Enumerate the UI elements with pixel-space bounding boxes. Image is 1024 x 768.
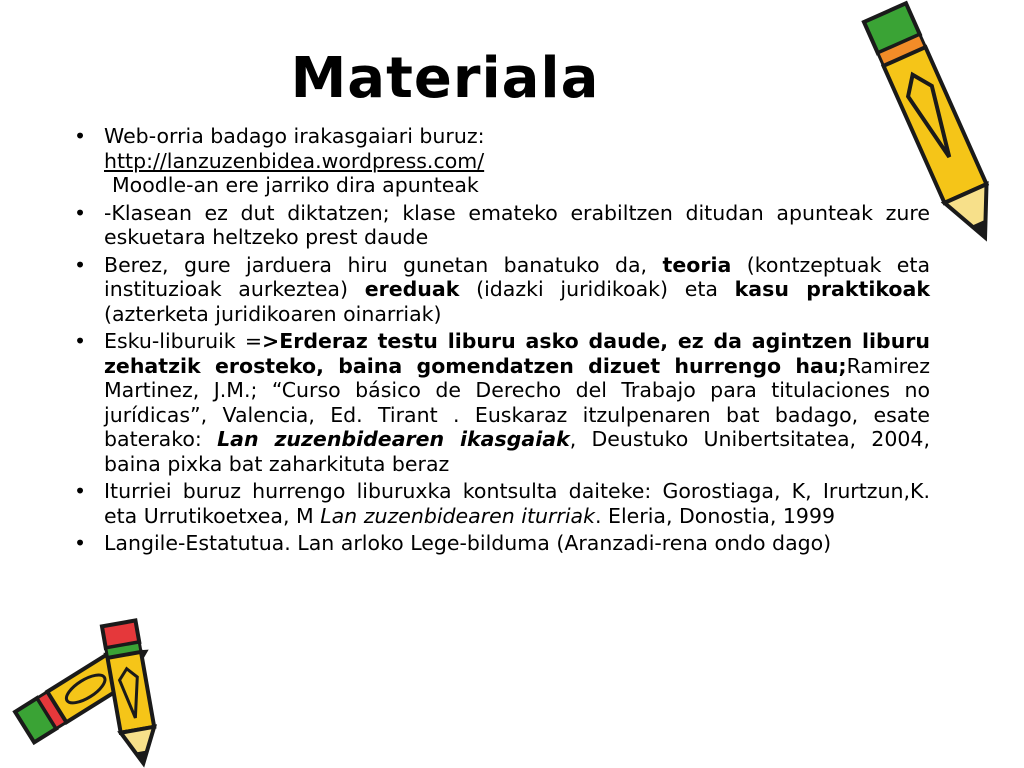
- pencil-icon: [860, 0, 1010, 250]
- item-text: Esku-liburuik =: [104, 329, 263, 353]
- item-italic-text: Lan zuzenbidearen iturriak: [320, 503, 595, 528]
- item-subtext: Moodle-an ere jarriko dira apunteak: [112, 173, 479, 197]
- bullet-icon: •: [74, 252, 87, 277]
- item-text: (kontzeptuak eta instituzioak aurkeztea): [104, 252, 931, 301]
- list-item: [72, 531, 930, 556]
- item-text: Berez, gure jarduera hiru gunetan banatuko da,: [104, 252, 663, 277]
- item-bold-text: >Erderaz testu liburu asko daude, ez da agintzen liburu zehatzik erosteko, baina gomendatzen dizuet hurrengo hau;: [104, 329, 931, 378]
- item-text: . Eleria, Donostia, 1999: [594, 503, 836, 528]
- item-text: Ramirez Martinez, J.M.; “Curso básico de Derecho del Trabajo para titulaciones no jurídicas”, Valencia, Ed. Tirant . Euskaraz itzulpenaren bat badago, esate baterako:: [104, 353, 930, 451]
- slide-title: Materiala: [290, 46, 600, 111]
- item-text: , Deustuko Unibertsitatea, 2004, baina pixka bat zaharkituta beraz: [104, 427, 930, 476]
- bullet-list: [72, 124, 930, 559]
- item-text: Web-orria badago irakasgaiari buruz:: [104, 124, 485, 148]
- item-text: -Klasean ez dut diktatzen; klase emateko erabiltzen ditudan apunteak zure eskuetara heltzeko prest daude: [104, 200, 930, 249]
- list-item: [72, 329, 930, 476]
- list-item: [72, 479, 930, 528]
- item-text: Langile-Estatutua. Lan arloko Lege-bilduma (Aranzadi-rena ondo dago): [104, 531, 832, 555]
- item-bold-text: kasu praktikoak: [734, 277, 930, 301]
- bullet-icon: •: [74, 479, 87, 503]
- item-text: (idazki juridikoak) eta: [459, 277, 735, 301]
- pencil-icon: [88, 618, 178, 768]
- list-item: [72, 201, 930, 250]
- list-item: [72, 253, 930, 327]
- bullet-icon: •: [74, 200, 87, 225]
- course-website-link[interactable]: http://lanzuzenbidea.wordpress.com/: [104, 148, 485, 173]
- bullet-icon: •: [74, 531, 87, 555]
- item-text: Iturriei buruz hurrengo liburuxka kontsulta daiteke: Gorostiaga, K, Irurtzun,K. eta Urrutikoetxea, M: [104, 479, 930, 528]
- bullet-icon: •: [74, 329, 87, 353]
- bullet-icon: •: [74, 124, 87, 148]
- item-text: (azterketa juridikoaren oinarriak): [104, 301, 442, 326]
- item-bold-italic-text: Lan zuzenbidearen ikasgaiak: [217, 427, 570, 451]
- list-item: [72, 124, 930, 198]
- item-bold-text: ereduak: [364, 277, 460, 301]
- item-bold-text: teoria: [662, 252, 732, 277]
